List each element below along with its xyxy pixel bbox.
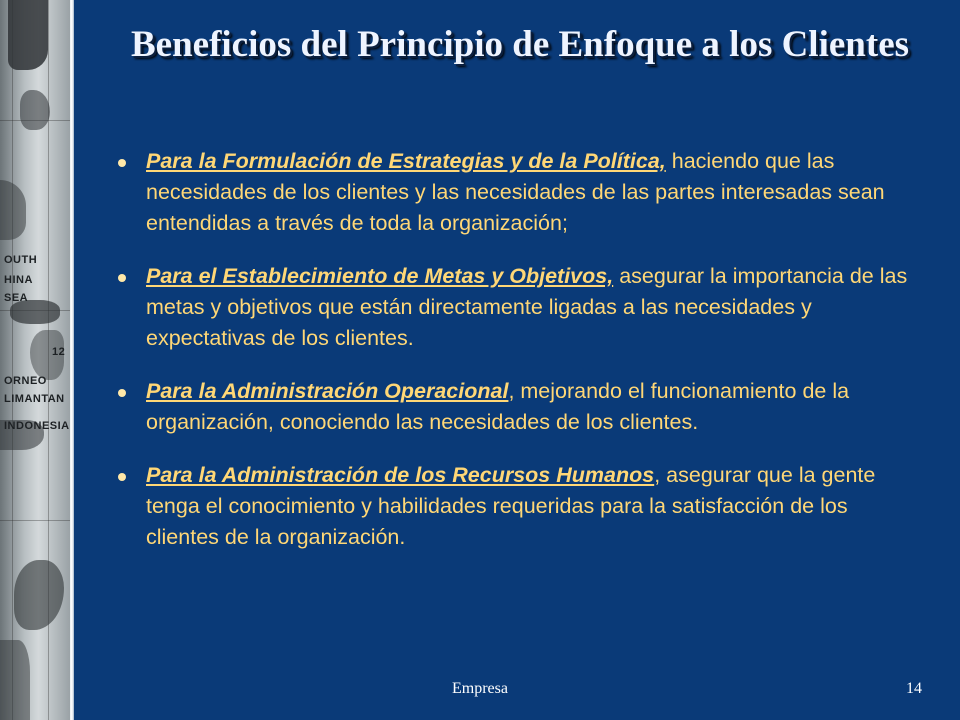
decorative-map-strip: [0, 0, 70, 720]
bullet-text: asegurar la importancia de las metas y objetivos que están directamente ligadas a las necesidades y expectativas de los clientes.: [146, 264, 908, 350]
bullet-lead: Para el Establecimiento de Metas y Objetivos,: [146, 264, 614, 288]
bullet-text: , mejorando el funcionamiento de la organización, conociendo las necesidades de los clientes.: [146, 379, 850, 434]
map-label: ORNEO: [4, 375, 47, 387]
bullet-lead: Para la Formulación de Estrategias y de la Política,: [146, 149, 666, 173]
bullet-lead: Para la Administración Operacional: [146, 379, 509, 403]
map-label: LIMANTAN: [4, 393, 65, 405]
map-label: OUTH: [4, 254, 38, 266]
divider-line: [70, 0, 74, 720]
page-number: 14: [906, 680, 922, 697]
map-label: SEA: [4, 292, 29, 304]
bullet-dot-icon: [118, 274, 126, 282]
bullet-text: haciendo que las necesidades de los clientes y las necesidades de las partes interesadas sean entendidas a través de toda la organización;: [146, 149, 885, 235]
bullet-dot-icon: [118, 159, 126, 167]
bullet-item: [118, 460, 918, 553]
map-label: 12: [52, 346, 66, 358]
slide-title: Beneficios del Principio de Enfoque a los Clientes: [130, 24, 910, 65]
bullet-lead: Para la Administración de los Recursos Humanos: [146, 463, 655, 487]
bullet-dot-icon: [118, 473, 126, 481]
bullet-dot-icon: [118, 389, 126, 397]
bullet-item: [118, 261, 918, 354]
bullet-list: [118, 146, 918, 575]
footer-label: Empresa: [452, 680, 508, 697]
map-label: INDONESIA: [4, 420, 70, 432]
bullet-text: , asegurar que la gente tenga el conocimiento y habilidades requeridas para la satisfacción de los clientes de la organización.: [146, 463, 876, 549]
bullet-item: [118, 146, 918, 239]
map-label: HINA: [4, 274, 33, 286]
bullet-item: [118, 376, 918, 438]
